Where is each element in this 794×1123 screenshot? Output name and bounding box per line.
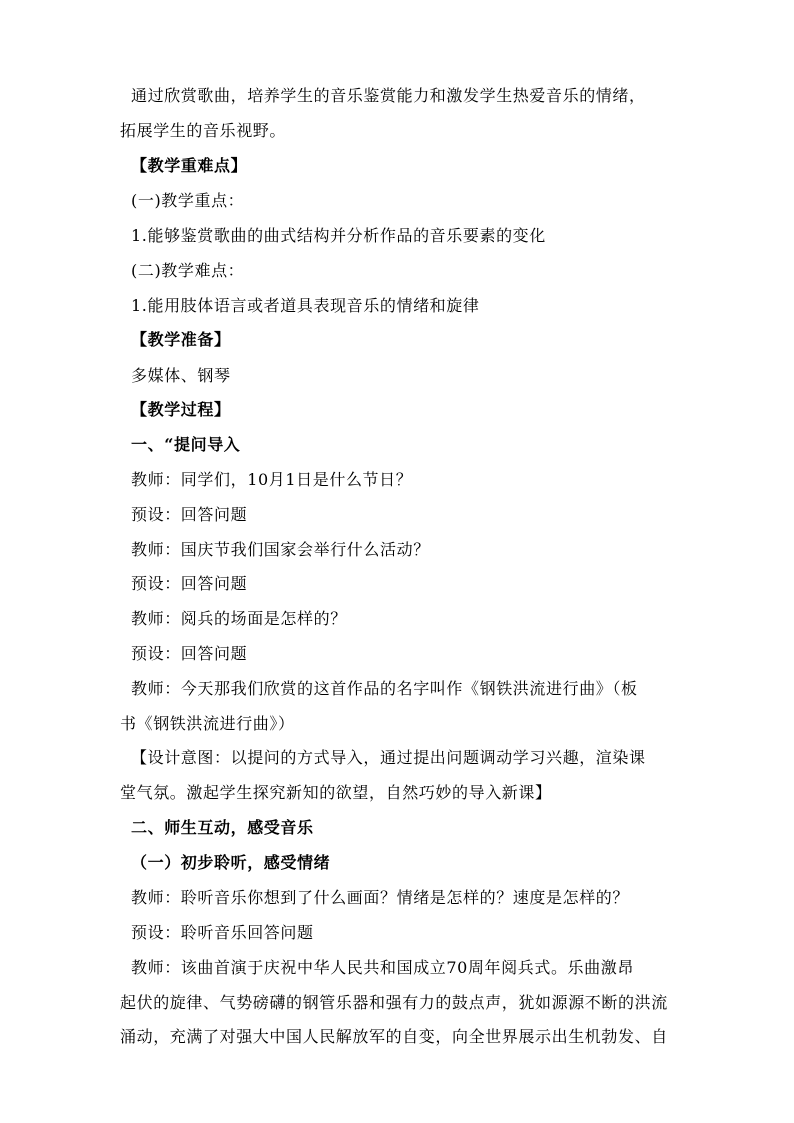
- dialogue-4-line-2: 书《钢铁洪流进行曲》）: [120, 714, 295, 733]
- dialogue-2-question: 教师：国庆节我们国家会举行什么活动？: [131, 540, 430, 559]
- difficulty-item: 1.能用肢体语言或者道具表现音乐的情绪和旋律: [131, 296, 480, 315]
- dialogue-4-line-1: 教师：今天那我们欣赏的这首作品的名字叫作《钢铁洪流进行曲》（板: [131, 679, 638, 698]
- dialogue-6-line-3: 涌动，充满了对强大中国人民解放军的自变，向全世界展示出生机勃发、自: [120, 1027, 668, 1046]
- heading-key-points: 【教学重难点】: [131, 156, 248, 175]
- key-point-item: 1.能够鉴赏歌曲的曲式结构并分析作品的音乐要素的变化: [131, 226, 546, 245]
- dialogue-3-question: 教师：阅兵的场面是怎样的？: [131, 609, 347, 628]
- dialogue-6-line-2: 起伏的旋律、气势磅礴的钢管乐器和强有力的鼓点声，犹如源源不断的洪流: [120, 993, 668, 1012]
- section-2-title: 二、师生互动，感受音乐: [131, 818, 314, 837]
- key-point-label: (一)教学重点：: [131, 191, 245, 210]
- dialogue-3-answer: 预设：回答问题: [131, 644, 248, 663]
- section-1-title: 一、“提问导入: [131, 435, 241, 454]
- dialogue-5-question: 教师：聆听音乐你想到了什么画面？情绪是怎样的？速度是怎样的？: [131, 888, 630, 907]
- dialogue-6-line-1: 教师：该曲首演于庆祝中华人民共和国成立70周年阅兵式。乐曲激昂: [131, 958, 634, 977]
- design-intent-line-2: 堂气氛。激起学生探究新知的欲望，自然巧妙的导入新课】: [120, 783, 552, 802]
- preparation-text: 多媒体、钢琴: [131, 366, 231, 385]
- difficulty-label: (二)教学难点：: [131, 261, 245, 280]
- heading-process: 【教学过程】: [131, 400, 231, 419]
- subsection-1-title: （一）初步聆听，感受情绪: [131, 853, 331, 872]
- dialogue-5-answer: 预设：聆听音乐回答问题: [131, 923, 314, 942]
- design-intent-line-1: 【设计意图：以提问的方式导入，通过提出问题调动学习兴趣，渲染课: [131, 748, 646, 767]
- dialogue-1-answer: 预设：回答问题: [131, 505, 248, 524]
- dialogue-1-question: 教师：同学们，10月1日是什么节日？: [131, 470, 413, 489]
- objective-line-2: 拓展学生的音乐视野。: [120, 121, 287, 140]
- heading-preparation: 【教学准备】: [131, 330, 231, 349]
- dialogue-2-answer: 预设：回答问题: [131, 574, 248, 593]
- objective-line-1: 通过欣赏歌曲，培养学生的音乐鉴赏能力和激发学生热爱音乐的情绪，: [131, 86, 646, 105]
